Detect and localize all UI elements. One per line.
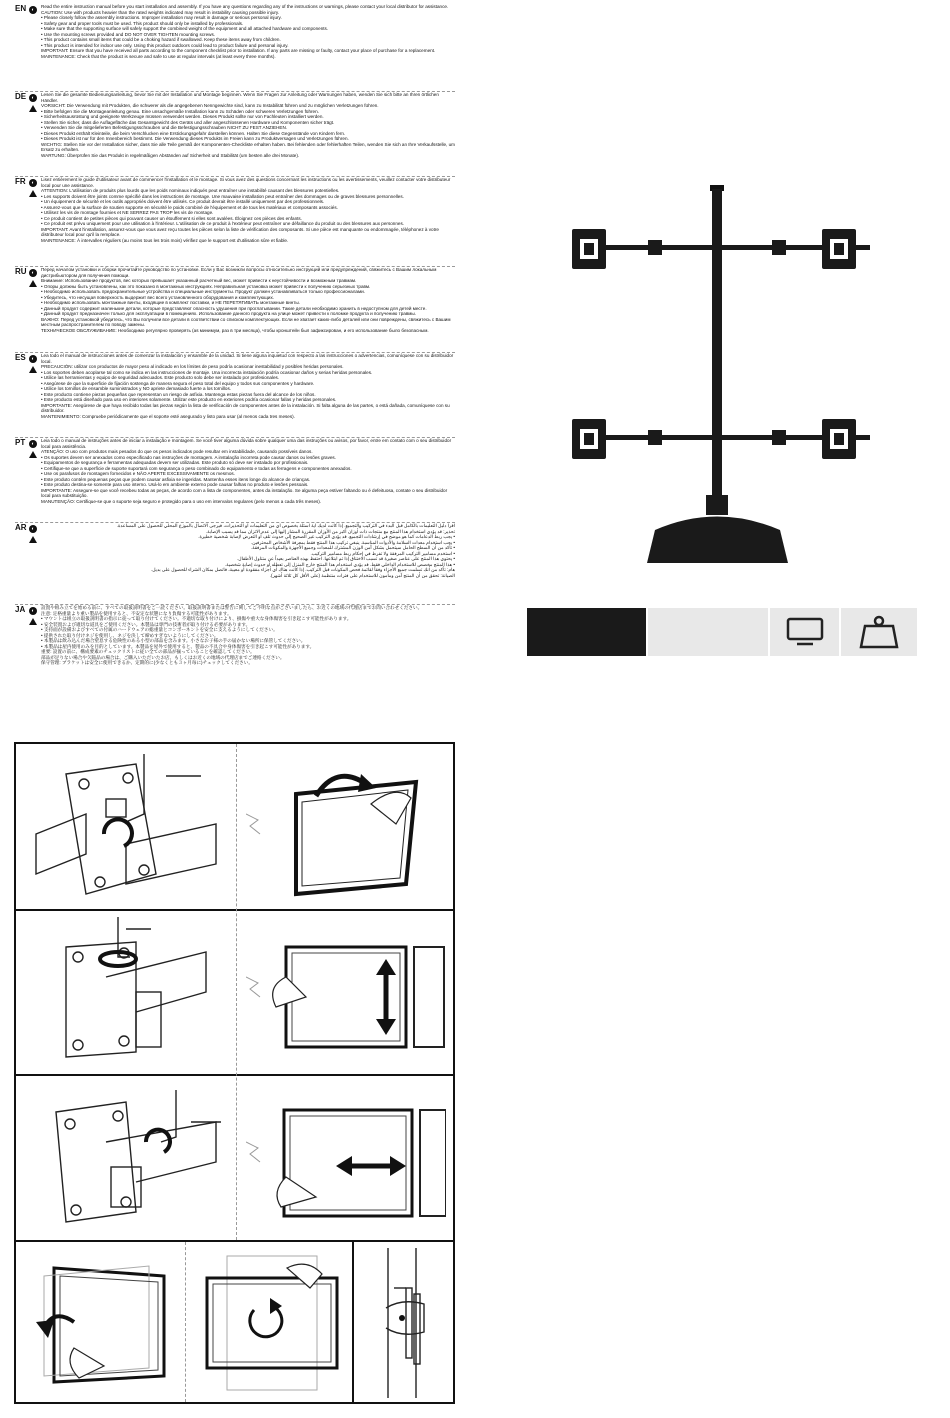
lang-code: JA [15, 605, 26, 614]
lang-section-de [15, 91, 455, 174]
step-swivel-illustration [24, 1248, 179, 1398]
globe-icon: ◐ [29, 94, 37, 102]
instruction-text: Lea todo el manual de instrucciones antes de comenzar la instalación y ensamble de la unidad. Si tiene alguna inquietud con respecto a las instrucciones o advertencias, comuníquese con su distribuidor local. PRECAUCIÓN: utilizar con productos de mayor peso al indicado en los límites de peso podría ocasionar inestabilidad y posibles heridas personales. • Los soportes deben acoplarse tal como se indica en las instrucciones de montaje. Una incorrecta instalación podría ocasionar daños y serias heridas personales. • Utilice las herramientas y equipo de seguridad adecuados. Este producto solo debe ser instalado por profesionales. • Asegúrese de que la superficie de fijación sostenga de manera segura el peso total del equipo y todos sus componentes y hardware. • Utilice los tornillos de ensamble suministrados y NO apriete demasiado fuerte a los tornillos. • Este producto contiene piezas pequeñas que representan un riesgo de asfixia. Mantenga estas piezas fuera del alcance de los niños. • Este producto está diseñado para uso en interiores solamente. Utilizar este producto en exteriores podría ocasionar fallas y heridas personales. IMPORTANTE: Asegúrese de que haya recibido todas las piezas según la lista de verificación de componentes antes de la instalación. Si falta alguna de las partes, o está dañada, comuníquese con su distribuidor. MANTENIMIENTO: Compruebe periódicamente que el soporte esté asegurado y listo para usar (al menos cada tres meses). [41, 353, 454, 419]
step-pan-tension-illustration [26, 1082, 226, 1232]
lang-code: RU [15, 267, 27, 276]
lang-section-ja [15, 604, 455, 689]
feature-cell-monitor [768, 608, 840, 656]
lang-code: PT [15, 438, 26, 447]
column-divider [352, 1242, 354, 1402]
row-divider [16, 1240, 453, 1242]
globe-icon: ◐ [29, 440, 37, 448]
instruction-text: Read the entire instruction manual before you start installation and assembly. If you have any questions regarding any of the instructions or warnings, please contact your local distributor for assistance. CAUTION: Use with products heavier than the rated weights indicated may result in instability causing possible injury. • Please closely follow the assembly instructions. Improper installation may result in damage or serious personal injury. • Safety gear and proper tools must be used. This product should only be installed by professionals. • Make sure that the supporting surface will safely support the combined weight of the equipment and all attached hardware and components. • Use the mounting screws provided and DO NOT OVER TIGHTEN mounting screws. • This product contains small items that could be a choking hazard if swallowed. Keep these items away from children. • This product is intended for indoor use only. Using this product outdoors could lead to product failure and personal injury. IMPORTANT: Ensure that you have received all parts according to the component checklist prior to installation. If any parts are missing or faulty, contact your place of purchase for a replacement. MAINTENANCE: Check that the product is secure and safe to use at regular intervals (at least every three months). [41, 4, 449, 59]
lang-section-fr [15, 176, 455, 263]
lang-section-ar [15, 522, 455, 601]
instruction-text: Leia todo o manual de instruções antes de iniciar a instalação e montagem. Se você tiver alguma dúvida sobre qualquer uma das instruções ou avisos, por favor, entre em contato com o seu distribuidor local para assistência. ATENÇÃO: O uso com produtos mais pesados do que os pesos indicados pode resultar em instabilidade, causando possíveis danos. • Os suportes devem ser anexados como especificado nas instruções de montagem. A instalação incorreta pode causar danos ou lesões graves. • Equipamentos de segurança e ferramentas adequadas devem ser utilizadas. Este produto só deve ser instalado por profissionais. • Certifique-se que a superfície de suporte suportará com segurança o peso combinado do equipamento e todas as ferragens e componentes anexados. • Use os parafusos de montagem fornecidos e NÃO APERTE EXCESSIVAMENTE os mesmos. • Este produto contém pequenas peças que podem causar asfixia se ingeridas. Mantenha esses itens longe do alcance de crianças. • Este produto destina-se somente para uso interno. Usá-lo em ambiente externo pode causar falhas no produto e lesões pessoais. IMPORTANTE: Assegure-se que você recebeu todas as peças, de acordo com a lista de componentes, antes da instalação. Se alguma peça estiver faltando ou é defeituosa, contate o seu distribuidor local para substituição. MANUTENÇÃO: Certifique-se que o suporte seja seguro e protegido para o uso em intervalos regulares (pelo menos a cada três meses). [41, 438, 452, 504]
lang-section-pt [15, 437, 455, 520]
lang-code: ES [15, 353, 26, 362]
monitor-icon [785, 616, 825, 648]
warning-icon [29, 618, 37, 625]
weight-icon [857, 614, 901, 650]
instruction-text: 設置や組み立てを始める前に、すべての取扱説明書をご一読ください。取扱説明書または警告に関してご不明な点がございましたら、お近くの地域の代理店までお問い合わせください。 注意: 定格重量より重い製品を使用すると、不安定な状態になり負傷する可能性があります。 • マウントは組立の取扱説明書の指示に従って取り付けてください。不適切な取り付けにより、損傷や重大な身体傷害を引き起こす可能性があります。 • 安全装置および適切な道具をご使用ください。本製品は専門の技術者が取り付ける必要があります。 • 支持面が設備およびすべての付属のハードウェアの総重量とコンポーネントを安全に支えるようにしてください。 • 提供された取り付けネジを使用し、ネジを決して締めすぎないようにしてください。 • 本製品は飲み込んだ場合窒息する危険性のある小型の部品を含みます。小さなお子様の手の届かない場所に保管してください。 • 本製品は屋内使用のみを目的としています。本製品を屋外で使用すると、製品の不具合や身体傷害を引き起こす可能性があります。 重要: 設置の前に、構成要素のチェックリストに従い全ての部品が揃っていることを確認してください。 部品が足りない場合や欠陥品の場合は、ご購入いただいたお店、もしくはお近くの地域の代理店までご連絡ください。 保守管理: ブラケットは安全に使用できるか、定期的に(少なくとも３ヶ月毎に)チェックしてください。 [41, 605, 423, 665]
lang-code: AR [15, 523, 27, 532]
step-rotation-illustration [192, 1248, 347, 1398]
step-vertical-adjust-illustration [246, 917, 446, 1067]
rotation-arrow-icon [250, 1306, 282, 1337]
warning-icon [29, 190, 37, 197]
instruction-text: Lesen Sie die gesamte Bedienungsanleitung, bevor Sie mit der Installation und Montage beginnen. Wenn Sie Fragen zur Anleitung oder Warnungen haben, wenden Sie sich bitte an Ihren örtlichen Händler. VORSICHT: Die Verwendung mit Produkten, die schwerer als die angegebenen Nenngewichte sind, kann zu Instabilität führen und zu möglichen Verletzungen führen. • Bitte befolgen Sie die Montageanleitung genau. Eine unsachgemäße Installation kann zu Schäden oder schweren Verletzungen führen. • Sicherheitsausrüstung und geeignete Werkzeuge müssen verwendet werden. Dieses Produkt sollte nur von Fachleuten installiert werden. • Stellen Sie sicher, dass die Auflagefläche das Gesamtgewicht des Geräts und aller angeschlossenen Hardware und Komponenten sicher trägt. • Verwenden Sie die mitgelieferten Befestigungsschrauben und die Befestigungsschrauben NICHT ZU FEST ANZIEHEN. • Dieses Produkt enthält Kleinteile, die beim Verschlucken eine Erstickungsgefahr darstellen können. Halten Sie diese Gegenstände von Kindern fern. • Dieses Produkt ist nur für den Innenbereich bestimmt. Die Verwendung dieses Produkts im Freien kann zu Produktversagen und Verletzungen führen. WICHTIG: Stellen Sie vor der Installation sicher, dass Sie alle Teile gemäß der Komponenten-Checkliste erhalten haben. Bei fehlenden oder fehlerhaften Teilen, wenden Sie sich an Ihre Verkaufsstelle, um Ersatz zu erhalten. WARTUNG: Überprüfen Sie das Produkt in regelmäßigen Abständen auf Sicherheit und Stabilität (um besten alle drei Monate). [41, 92, 455, 158]
instruction-text: Перед началом установки и сборки прочитайте руководство по установке. Если у Вас возникли вопросы относительно инструкций или предупреждений, свяжитесь с Вашим локальным дистрибьютором для получения помощи. Внимание: Использование продуктов, вес которых превышает указанный расчетный вес, может привести к неустойчивости и возможным травмам. • Опоры должны быть установлены, как это показано в монтажных инструкциях. Неправильная установка может привести к получению серьезных травм. • Необходимо использовать предохранительные устройства и специальные инструменты. Продукт должен устанавливаться только профессионалами. • Убедитесь, что несущая поверхность выдержит вес всего установленного оборудования и комплектующих. • Необходимо использовать монтажные винты, входящие в комплект поставки, и НЕ ПЕРЕТЯГИВАТЬ монтажные винты. • Данный продукт содержит маленькие детали, которые представляют опасность удушения при проглатывании. Такие детали необходимо хранить в недоступном для детей месте. • Данный продукт предназначен только для эксплуатации в помещениях. Использование данного продукта на улице может привести к поломке продукта и получению травмы. ВАЖНО: Перед установкой убедитесь, что Вы получили все детали в соответствии со списком комплектующих. Если не хватает каких-либо деталей или они повреждены, свяжитесь с Вашим местным распространителем по поводу замены. ТЕХНИЧЕСКОЕ ОБСЛУЖИВАНИЕ: Необходимо регулярно проверять (as минимум, раз в три месяца), чтобы кронштейн был зафиксирован, и его использование было безопасным. [41, 267, 451, 333]
step-tilt-monitor-illustration [246, 754, 446, 902]
column-divider [236, 744, 237, 1240]
feature-cell-weight [839, 608, 917, 656]
step-horizontal-adjust-illustration [246, 1082, 446, 1232]
row-divider [16, 909, 453, 911]
lang-section-ru [15, 266, 455, 349]
row-divider [16, 1074, 453, 1076]
step-height-screw-illustration [26, 917, 226, 1067]
globe-icon: ◐ [29, 269, 37, 277]
warning-icon [29, 451, 37, 458]
globe-icon: ◐ [29, 525, 37, 533]
warning-icon [29, 366, 37, 373]
quad-monitor-stand-illustration [560, 185, 900, 585]
lang-section-es [15, 352, 455, 435]
feature-cell-blank [646, 608, 767, 656]
warning-icon [29, 536, 37, 543]
instruction-text: Lisez entièrement le guide d'utilisateur avant de commencer l'installation et le montage. Si vous avez des questions concernant les instructions ou les avertissements, veuillez contacter votre distributeur local pour une assistance. ATTENTION: L'utilisation de produits plus lourds que les poids nominaux indiqués peut entraîner une instabilité causant des blessures potentielles. • Les supports doivent être joints comme spécifié dans les instructions de montage. Une mauvaise installation peut entraîner des dommages ou de graves blessures personnelles. • Un équipement de sécurité et les outils appropriés doivent être utilisés. Ce produit devrait être installé uniquement par des professionnels. • Assurez-vous que la surface de soutien supporte en sécurité le poids combiné de l'équipement et de tous les matériaux et composants associés. • Utilisez les vis de montage fournies et NE SERREZ PAS TROP les vis de montage. • Ce produit contient de petites pièces qui pouvant causer un étouffement si elles sont avalées. Éloignez ces pièces des enfants. • Ce produit est prévu uniquement pour une utilisation à l'intérieur. L'utilisation de ce produit à l'extérieur peut entraîner une défaillance du produit ou des blessures aux personnes. IMPORTANT: Avant l'installation, assurez-vous que vous avez reçu toutes les pièces selon la liste de vérification des composants. Si une pièce est manquante ou endommagée, téléphonez à votre distributeur local pour qu'il la remplace. MAINTENANCE: À intervalles réguliers (au moins tous les trois mois) vérifiez que le support est d'utilisation sûre et fiable. [41, 177, 451, 243]
step-illustration-grid [14, 742, 455, 1404]
lang-code: DE [15, 92, 27, 101]
globe-icon: ◐ [29, 6, 37, 14]
globe-icon: ◐ [29, 607, 37, 615]
globe-icon: ◐ [29, 179, 37, 187]
step-tilt-tension-illustration [26, 754, 226, 902]
column-divider [185, 1242, 186, 1402]
warning-icon [29, 105, 37, 112]
instruction-text: اقرأ دليل التعليمات بالكامل قبل البدء في التركيب والتجميع. إذا كانت لديك أية أسئلة بخصوص أي من التعليمات أو التحذيرات، فيرجى الاتصال بالموزع المحلي للحصول على المساعدة. تحذير: قد يؤدي استخدام هذا المنتج مع منتجات ذات أوزان أكبر من الأوزان المقررة المشار إليها إلى عدم الاتزان مما قد يسبب الإصابة. • يجب ربط الدعامات كما هو موضح في إرشادات التجميع. قد يؤدي التركيب غير الصحيح إلى حدوث تلف أو التعرض لإصابة شخصية خطيرة. • يجب استخدام معدات السلامة والأدوات المناسبة. ينبغي تركيب هذا المنتج فقط بمعرفة الأشخاص المحترفين. • تأكد من أن السطح الحامل سيتحمل بشكل آمن الوزن المشترك للمعدات وجميع الأجهزة والمكونات المرفقة. • استخدم مسامير التركيب المرفقة ولا تفرط في إحكام ربط مسامير التركيب. • يحتوي هذا المنتج على عناصر صغيرة قد تسبب الاختناق إذا تم ابتلاعها. احتفظ بهذه العناصر بعيداً عن متناول الأطفال. • هذا المنتج مخصص للاستخدام الداخلي فقط. قد يؤدي استخدام هذا المنتج خارج المنزل إلى تعطله أو حدوث إصابة شخصية. هام: تأكد من أنك تسلمت جميع الأجزاء وفقاً لقائمة فحص المكونات قبل التركيب. إذا كانت هناك أي أجزاء مفقودة أو معيبة، فاتصل بمكان الشراء للحصول على بديل. الصيانة: تحقق من أن المنتج آمن ومأمون للاستخدام على فترات منتظمة (على الأقل كل ثلاثة أشهر). [116, 523, 455, 578]
warning-icon [29, 280, 37, 287]
lang-section-en [15, 4, 455, 88]
feature-bar [527, 608, 917, 656]
feature-cell-dark [527, 608, 646, 656]
globe-icon: ◐ [29, 355, 37, 363]
rotation-arrow-icon [104, 819, 132, 846]
step-cable-clip-illustration [358, 1248, 452, 1398]
lang-code: FR [15, 177, 26, 186]
lang-code: EN [15, 4, 27, 13]
